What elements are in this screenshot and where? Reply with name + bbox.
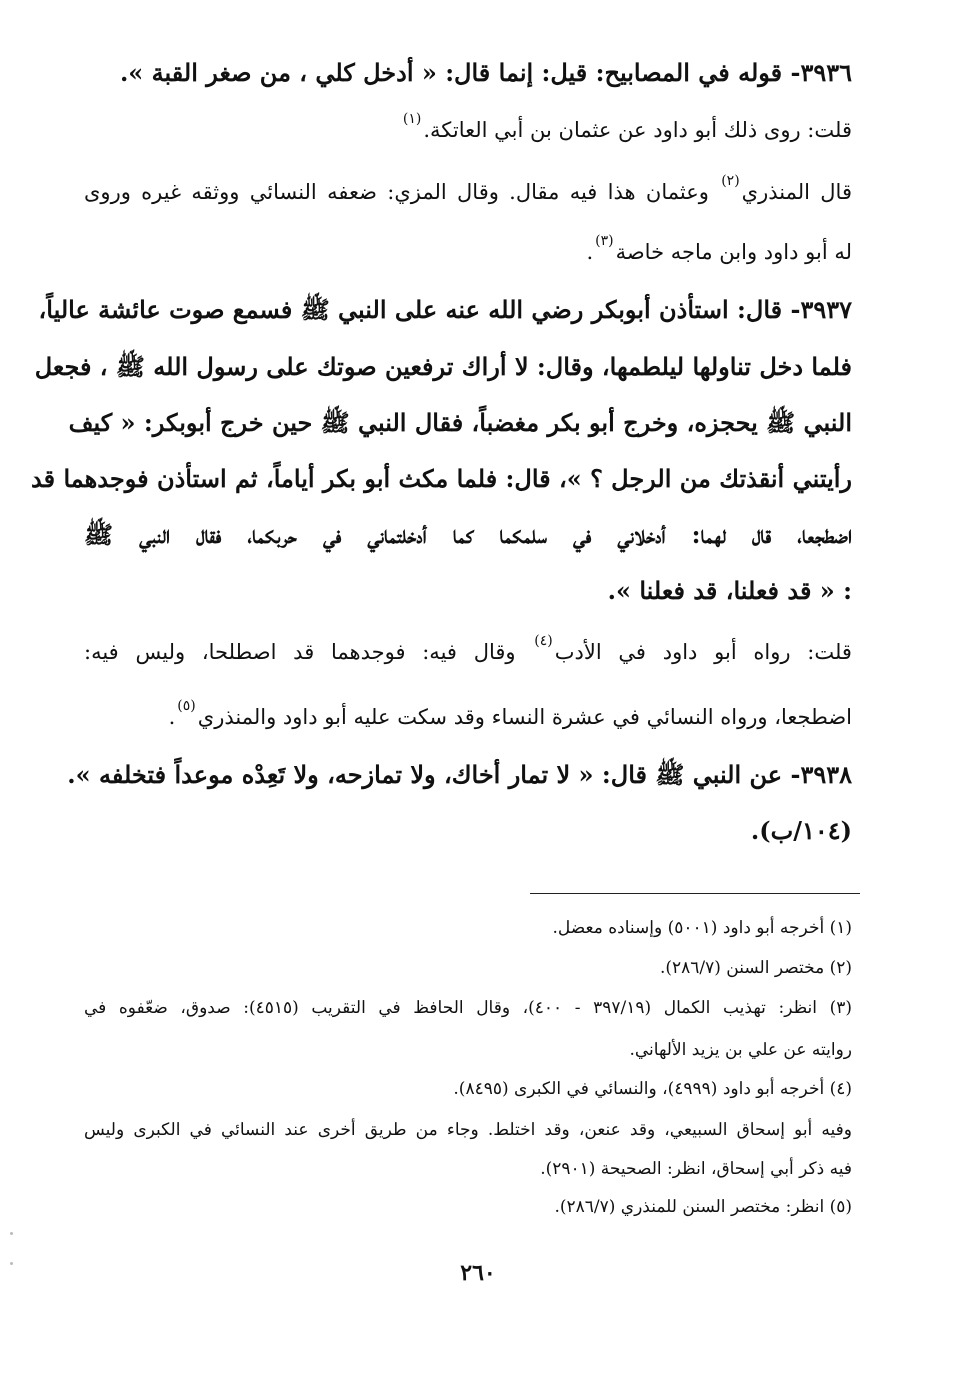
hadith-text: النبي ﷺ يحجزه، وخرج أبو بكر مغضباً، فقال النبي ﷺ حين خرج أبوبكر: « كيف	[68, 408, 852, 437]
comment-line-3: له أبو داود وابن ماجه خاصة$^{(٣)}$.	[586, 233, 852, 264]
hadith-3937-line-3	[68, 408, 852, 443]
footnote-text: روايته عن علي بن يزيد الألهاني.	[629, 1040, 852, 1060]
footnote-3	[84, 998, 852, 1018]
footnote-ref-3: (٣)	[595, 233, 614, 249]
footnote-ref-1: (١)	[402, 111, 422, 127]
hadith-3936	[84, 58, 852, 87]
hadith-text: اضطجعا، قال لهما: أدخلاني في سلمكما كما أدخلتماني في حربكما، فقال النبي ﷺ	[84, 520, 852, 549]
hadith-text: ٣٩٣٧- قال: استأذن أبوبكر رضي الله عنه على النبي ﷺ فسمع صوت عائشة عالياً،	[38, 295, 852, 324]
scan-speck	[10, 1262, 13, 1265]
scan-speck	[10, 1232, 13, 1235]
hadith-text: فلما دخل تناولها ليلطمها، وقال: لا أراك ترفعين صوتك على رسول الله ﷺ ، فجعل	[34, 352, 852, 381]
footnote-text: (٥) انظر: مختصر السنن للمنذري (٢٨٦/٧).	[554, 1197, 852, 1217]
page-number: ٢٦٠	[460, 1260, 496, 1286]
hadith-3937-line-5	[84, 520, 852, 555]
comment-line-2	[84, 173, 852, 204]
comment-text: وعثمان هذا فيه مقال. وقال المزي: ضعفه النسائي ووثقه غيره وروى	[84, 180, 709, 204]
hadith-3937-line-4	[31, 464, 852, 493]
hadith-3937-line-2	[34, 352, 852, 387]
footnote-ref-5: (٥)	[177, 698, 196, 714]
footnote-text: (٢) مختصر السنن (٢٨٦/٧).	[659, 958, 852, 978]
comment-text: اضطجعا، ورواه النسائي في عشرة النساء وقد سكت عليه أبو داود والمنذري	[197, 705, 852, 729]
hadith-text: : « قد فعلنا، قد فعلنا ».	[607, 576, 852, 605]
footnote-3-cont	[84, 1040, 852, 1060]
hadith-3936-text: ٣٩٣٦- قوله في المصابيح: قيل: إنما قال: « أدخل كلي ، من صغر القبة ».	[119, 58, 852, 87]
footnote-ref-4: (٤)	[534, 633, 553, 649]
hadith-3938-line-2	[84, 816, 852, 845]
comment-3937-line-2: اضطجعا، ورواه النسائي في عشرة النساء وقد سكت عليه أبو داود والمنذري$^{(٥)}$.	[168, 698, 852, 729]
hadith-3937-line-6	[84, 576, 852, 605]
hadith-3938-line-1	[67, 760, 852, 795]
footnote-4-cont-1	[84, 1120, 852, 1140]
footnote-1	[84, 918, 852, 938]
hadith-3937-line-1	[38, 295, 852, 330]
comment-line-1	[84, 111, 852, 142]
comment-text: وقال فيه: فوجدهما قد اصطلحا، وليس فيه:	[84, 640, 516, 664]
comment-text: قلت: روى ذلك أبو داود عن عثمان بن أبي العاتكة.	[423, 118, 852, 142]
footnote-text: وفيه أبو إسحاق السبيعي، وقد عنعن، وقد اختلط. وجاء من طريق أخرى عند النسائي في الكبرى وليس	[84, 1120, 852, 1140]
footnote-text: فيه ذكر أبي إسحاق، انظر: الصحيحة (٢٩٠١).	[540, 1159, 852, 1179]
comment-text: قلت: رواه أبو داود في الأدب	[554, 640, 852, 664]
comment-text: له أبو داود وابن ماجه خاصة	[615, 240, 852, 264]
footnote-ref-2: (٢)	[721, 173, 740, 189]
comment-text: قال المنذري	[741, 180, 852, 204]
hadith-text: رأيتني أنقذتك من الرجل ؟ »، قال: فلما مكث أبو بكر أياماً، ثم استأذن فوجدهما قد	[31, 464, 852, 493]
footnote-text: (١) أخرجه أبو داود (٥٠٠١) وإسناده معضل.	[552, 918, 852, 938]
footnote-divider	[530, 893, 860, 894]
footnote-4-cont-2	[84, 1159, 852, 1179]
footnote-4	[84, 1079, 852, 1099]
manuscript-folio-ref: (١٠٤/ب).	[750, 816, 852, 845]
footnote-text: (٤) أخرجه أبو داود (٤٩٩٩)، والنسائي في الكبرى (٨٤٩٥).	[453, 1079, 852, 1099]
comment-3937-line-1	[84, 633, 852, 664]
hadith-text: ٣٩٣٨- عن النبي ﷺ قال: « لا تمار أخاك، ولا تمازحه، ولا تَعِدْه موعداً فتخلفه ».	[67, 760, 852, 789]
footnote-2	[84, 958, 852, 978]
footnote-text: (٣) انظر: تهذيب الكمال (٣٩٧/١٩ - ٤٠٠)، وقال الحافظ في التقريب (٤٥١٥): صدوق، ضعّفوه في	[84, 998, 852, 1018]
footnote-5	[84, 1197, 852, 1217]
